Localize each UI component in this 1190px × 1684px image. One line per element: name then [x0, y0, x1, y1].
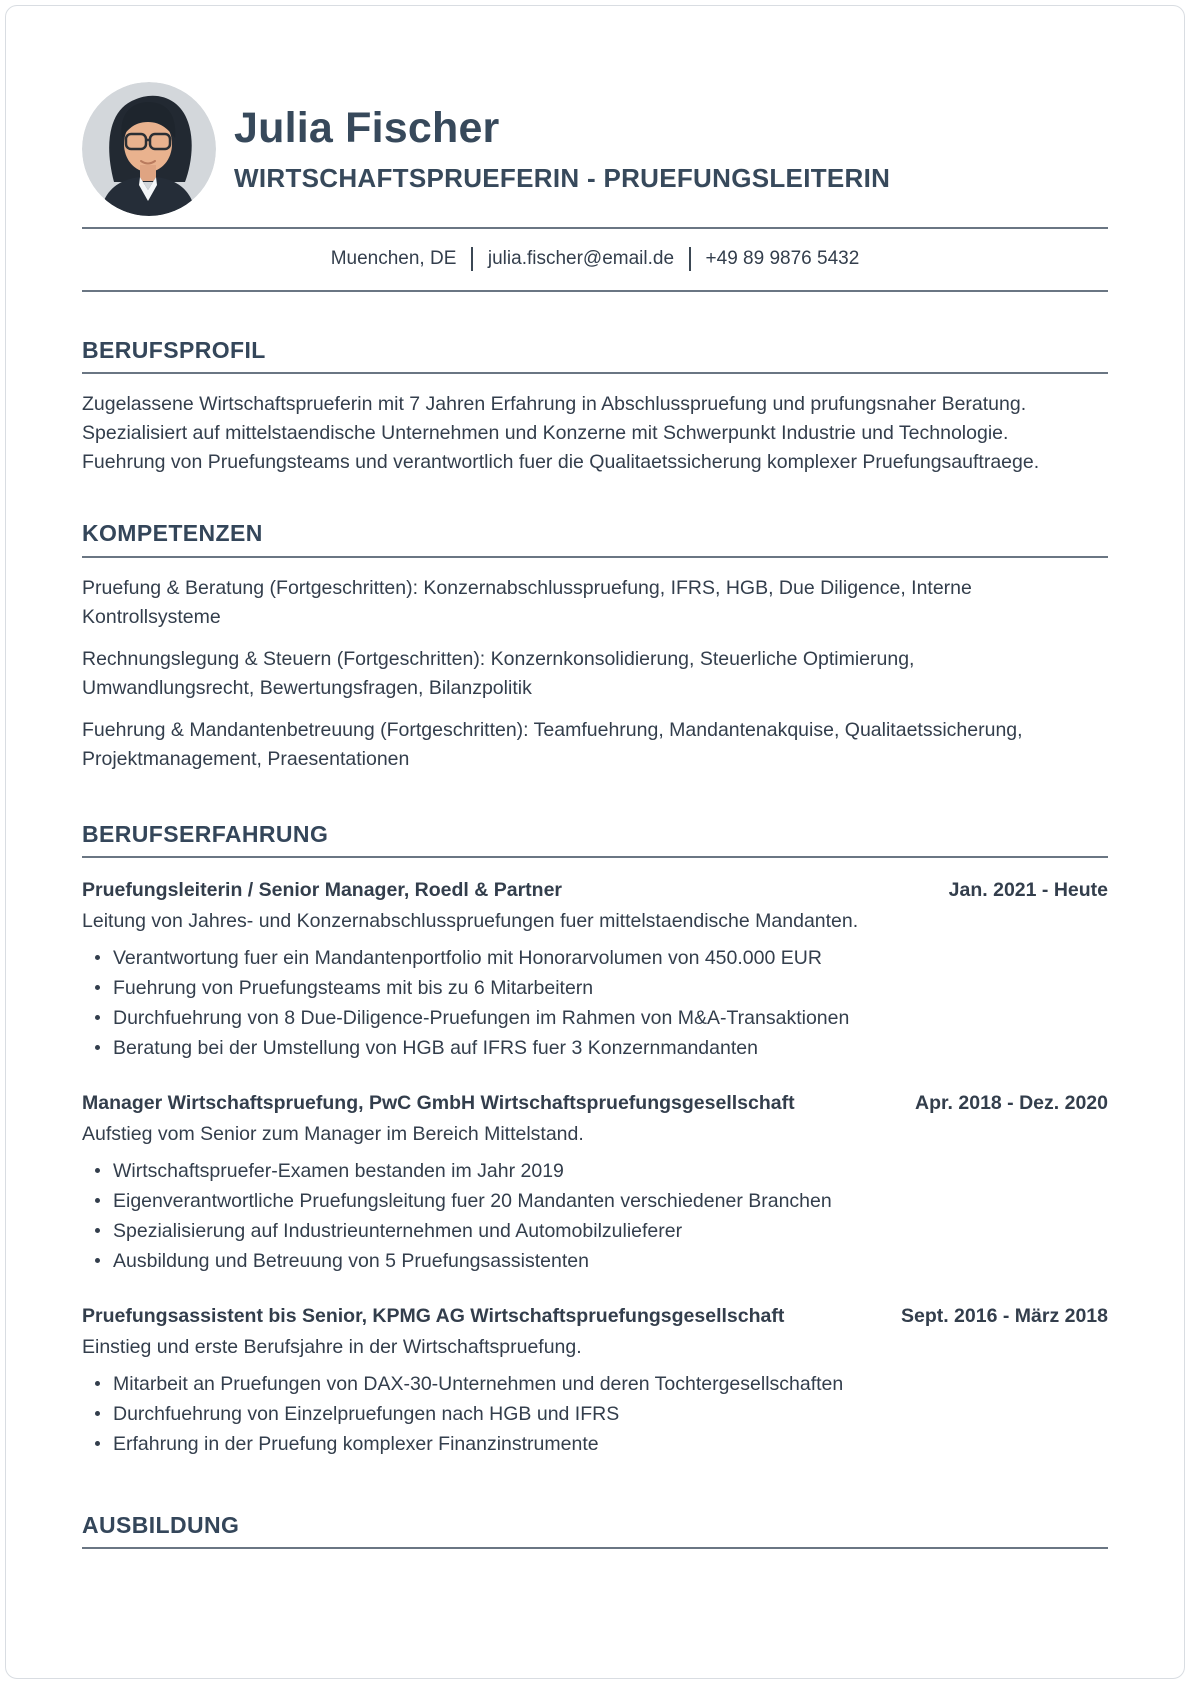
job-entry — [82, 1092, 1108, 1276]
profile-text: Zugelassene Wirtschaftsprueferin mit 7 Jahren Erfahrung in Abschlusspruefung und prufungsnaher Beratung. Spezialisiert auf mittelstaendische Unternehmen und Konzerne mit Schwerpunkt Industrie und Technologie. Fuehrung von Pruefungsteams und verantwortlich fuer die Qualitaetssicherung komplexer Pruefungsauftraege. — [82, 393, 1040, 474]
divider — [82, 856, 1108, 858]
job-header — [82, 1092, 1108, 1115]
profile-photo-illustration — [82, 82, 216, 216]
section-experience — [82, 822, 1108, 1459]
person-name: Julia Fischer — [234, 104, 500, 152]
job-title: Manager Wirtschaftspruefung, PwC GmbH Wirtschaftspruefungsgesellschaft — [82, 1091, 795, 1114]
contact-row — [82, 229, 1108, 290]
section-profile — [82, 338, 1108, 477]
skills-list — [82, 574, 1108, 774]
job-entry — [82, 879, 1108, 1063]
job-bullet-list — [82, 943, 1108, 1063]
job-summary: Einstieg und erste Berufsjahre in der Wirtschaftspruefung. — [82, 1335, 582, 1358]
job-bullet: Beratung bei der Umstellung von HGB auf IFRS fuer 3 Konzernmandanten — [82, 1033, 1108, 1063]
job-dates: Jan. 2021 - Heute — [948, 878, 1108, 901]
job-bullet: Eigenverantwortliche Pruefungsleitung fuer 20 Mandanten verschiedener Branchen — [82, 1186, 1108, 1216]
section-heading-experience: BERUFSERFAHRUNG — [82, 820, 329, 847]
divider — [82, 1547, 1108, 1549]
contact-email: julia.fischer@email.de — [487, 248, 675, 269]
resume-header — [82, 82, 1108, 216]
job-bullet-list — [82, 1369, 1108, 1459]
job-dates: Apr. 2018 - Dez. 2020 — [915, 1091, 1108, 1114]
section-heading-skills: KOMPETENZEN — [82, 520, 263, 547]
job-bullet: Ausbildung und Betreuung von 5 Pruefungsassistenten — [82, 1246, 1108, 1276]
job-entry — [82, 1305, 1108, 1459]
job-bullet: Fuehrung von Pruefungsteams mit bis zu 6 Mitarbeitern — [82, 973, 1108, 1003]
divider — [82, 556, 1108, 558]
contact-phone: +49 89 9876 5432 — [705, 248, 860, 269]
contact-divider — [689, 247, 691, 271]
job-title: Pruefungsleiterin / Senior Manager, Roedl & Partner — [82, 878, 563, 901]
skill-item: Rechnungslegung & Steuern (Fortgeschritten): Konzernkonsolidierung, Steuerliche Optimierung, Umwandlungsrecht, Bewertungsfragen, Bilanzpolitik — [82, 647, 915, 699]
skill-item: Fuehrung & Mandantenbetreuung (Fortgeschritten): Teamfuehrung, Mandantenakquise, Qualitaetssicherung, Projektmanagement, Praesentationen — [82, 718, 1023, 770]
person-job-title: WIRTSCHAFTSPRUEFERIN - PRUEFUNGSLEITERIN — [234, 163, 891, 193]
section-heading-profile: BERUFSPROFIL — [82, 337, 266, 363]
contact-location: Muenchen, DE — [330, 248, 457, 269]
section-skills — [82, 521, 1108, 773]
job-bullet-list — [82, 1156, 1108, 1276]
section-education — [82, 1513, 1108, 1549]
profile-photo — [82, 82, 216, 216]
skill-item: Pruefung & Beratung (Fortgeschritten): Konzernabschlusspruefung, IFRS, HGB, Due Diligence, Interne Kontrollsysteme — [82, 576, 972, 628]
divider — [82, 372, 1108, 374]
job-bullet: Verantwortung fuer ein Mandantenportfolio mit Honorarvolumen von 450.000 EUR — [82, 943, 1108, 973]
job-dates: Sept. 2016 - März 2018 — [900, 1304, 1108, 1327]
job-bullet: Erfahrung in der Pruefung komplexer Finanzinstrumente — [82, 1429, 1108, 1459]
job-header — [82, 879, 1108, 902]
header-text — [234, 104, 891, 193]
job-bullet: Durchfuehrung von Einzelpruefungen nach HGB und IFRS — [82, 1399, 1108, 1429]
job-title: Pruefungsassistent bis Senior, KPMG AG Wirtschaftspruefungsgesellschaft — [82, 1304, 785, 1327]
job-bullet: Wirtschaftspruefer-Examen bestanden im Jahr 2019 — [82, 1156, 1108, 1186]
job-bullet: Durchfuehrung von 8 Due-Diligence-Pruefungen im Rahmen von M&A-Transaktionen — [82, 1003, 1108, 1033]
divider — [82, 290, 1108, 292]
job-header — [82, 1305, 1108, 1328]
job-bullet: Mitarbeit an Pruefungen von DAX-30-Unternehmen und deren Tochtergesellschaften — [82, 1369, 1108, 1399]
job-summary: Leitung von Jahres- und Konzernabschlusspruefungen fuer mittelstaendische Mandanten. — [82, 909, 859, 932]
section-heading-education: AUSBILDUNG — [82, 1511, 240, 1538]
job-bullet: Spezialisierung auf Industrieunternehmen und Automobilzulieferer — [82, 1216, 1108, 1246]
contact-divider — [471, 247, 473, 271]
job-summary: Aufstieg vom Senior zum Manager im Bereich Mittelstand. — [82, 1122, 584, 1145]
